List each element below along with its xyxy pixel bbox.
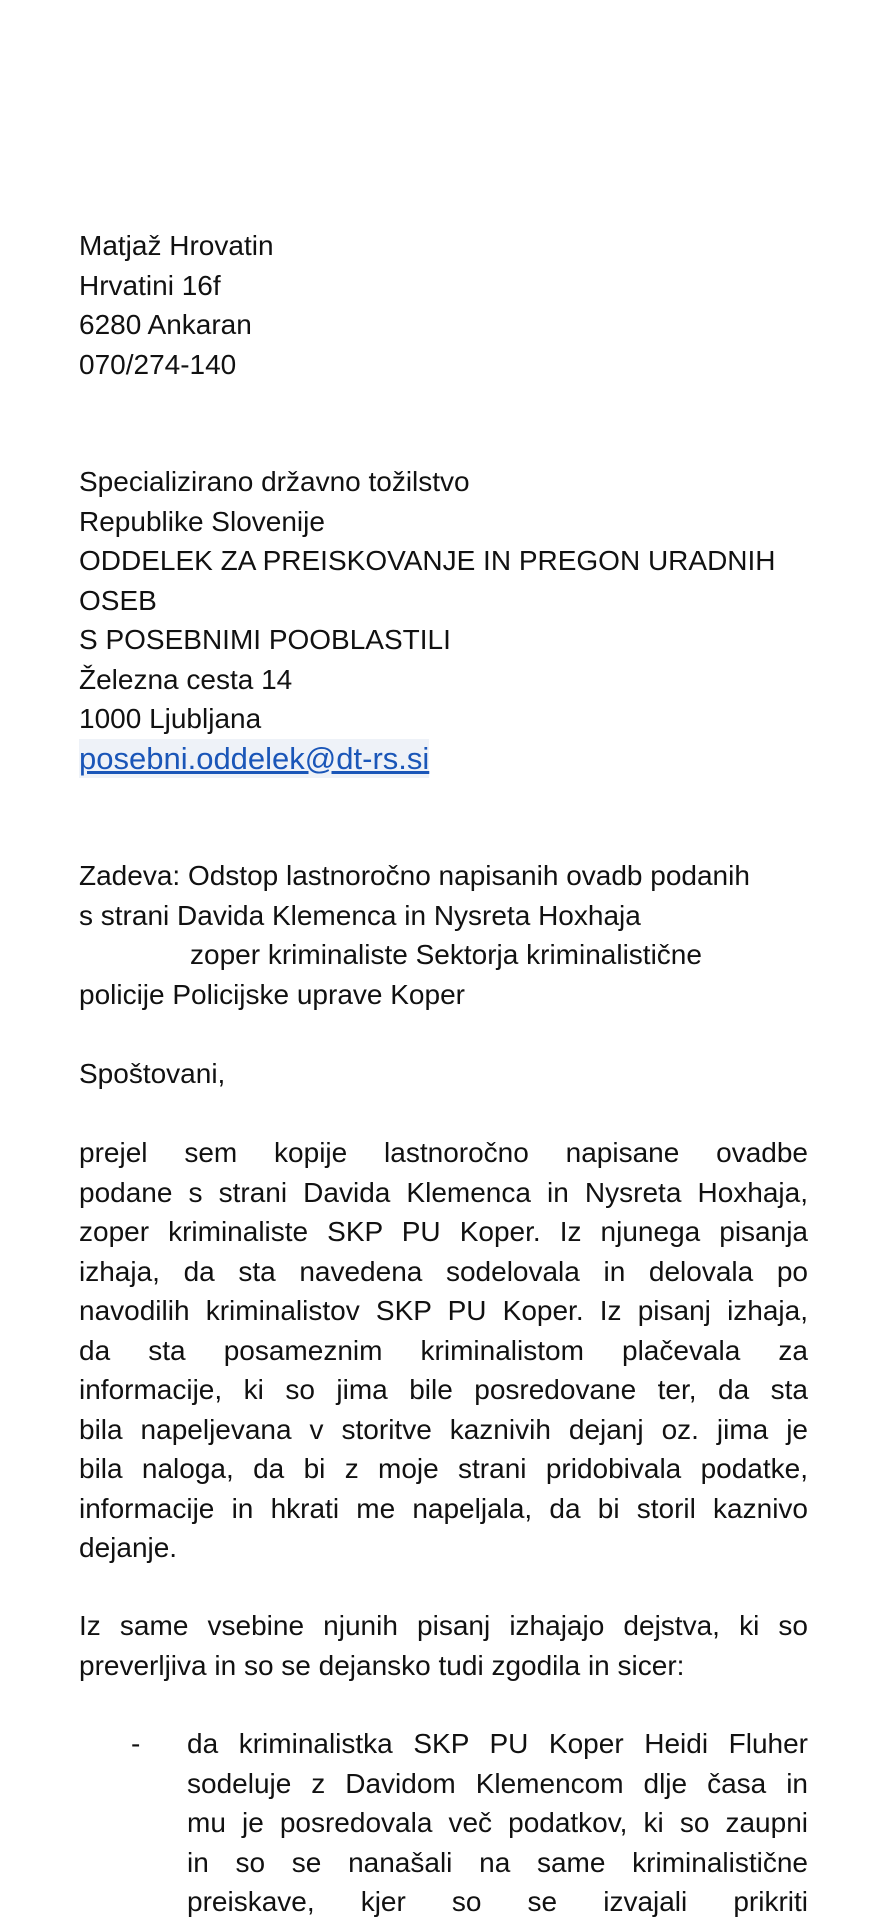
bullet-line: mu je posredovala več podatkov, ki so zaupni	[187, 1807, 808, 1838]
subject-line-3: zoper kriminaliste Sektorja kriminalistične	[190, 939, 702, 970]
recipient-line-6: Železna cesta 14	[79, 663, 293, 695]
subject-line-2: s strani Davida Klemenca in Nysreta Hoxhaja	[79, 899, 641, 931]
subject-line-4: policije Policijske uprave Koper	[79, 978, 465, 1010]
paragraph-1-line: zoper kriminaliste SKP PU Koper. Iz njunega pisanja	[79, 1216, 808, 1247]
bullet-text	[187, 1724, 808, 1922]
sender-name: Matjaž Hrovatin	[79, 230, 274, 261]
paragraph-2-line: preverljiva in so se dejansko tudi zgodila in sicer:	[79, 1649, 685, 1681]
paragraph-2-line: Iz same vsebine njunih pisanj izhajajo dejstva, ki so	[79, 1610, 808, 1641]
paragraph-1-line: izhaja, da sta navedena sodelovala in delovala po	[79, 1255, 808, 1287]
sender-street: Hrvatini 16f	[79, 269, 221, 301]
paragraph-1-line: informacije, ki so jima bile posredovane ter, da sta	[79, 1374, 808, 1405]
paragraph-1-line: informacije in hkrati me napeljala, da bi storil kaznivo	[79, 1492, 808, 1524]
recipient-line-7: 1000 Ljubljana	[79, 703, 262, 734]
greeting	[79, 1054, 808, 1094]
sender-city: 6280 Ankaran	[79, 309, 252, 340]
paragraph-1-line: podane s strani Davida Klemenca in Nysreta Hoxhaja,	[79, 1176, 808, 1208]
bullet-line: in so se nanašali na same kriminalistične	[187, 1846, 808, 1878]
subject-block	[79, 856, 808, 1014]
paragraph-1-line: bila naloga, da bi z moje strani pridobivala podatke,	[79, 1453, 808, 1484]
subject-line-1: Zadeva: Odstop lastnoročno napisanih ovadb podanih	[79, 860, 750, 891]
bullet-line: sodeluje z Davidom Klemencom dlje časa in	[187, 1767, 808, 1799]
sender-phone: 070/274-140	[79, 348, 237, 380]
paragraph-1	[79, 1133, 808, 1568]
sender-address	[79, 226, 808, 384]
paragraph-1-line: bila napeljevana v storitve kaznivih dejanj oz. jima je	[79, 1413, 808, 1445]
bullet-dash: -	[131, 1728, 141, 1759]
paragraph-1-line: navodilih kriminalistov SKP PU Koper. Iz pisanj izhaja,	[79, 1295, 808, 1326]
recipient-email-link[interactable]: posebni.oddelek@dt-rs.si	[79, 739, 429, 779]
recipient-line-2: Republike Slovenije	[79, 505, 325, 537]
paragraph-1-line: prejel sem kopije lastnoročno napisane ovadbe	[79, 1137, 808, 1168]
bullet-line: da kriminalistka SKP PU Koper Heidi Fluher	[187, 1728, 808, 1759]
recipient-address	[79, 462, 808, 779]
paragraph-1-line: dejanje.	[79, 1532, 178, 1563]
bullet-line: preiskave, kjer so se izvajali prikriti	[187, 1886, 808, 1917]
paragraph-1-line: da sta posameznim kriminalistom plačevala za	[79, 1334, 808, 1366]
recipient-line-1: Specializirano državno tožilstvo	[79, 466, 470, 497]
recipient-line-5: S POSEBNIMI POOBLASTILI	[79, 624, 451, 655]
recipient-line-3: ODDELEK ZA PREISKOVANJE IN PREGON URADNIH	[79, 545, 776, 576]
paragraph-2	[79, 1606, 808, 1685]
recipient-line-4: OSEB	[79, 584, 157, 616]
greeting-text: Spoštovani,	[79, 1058, 226, 1089]
